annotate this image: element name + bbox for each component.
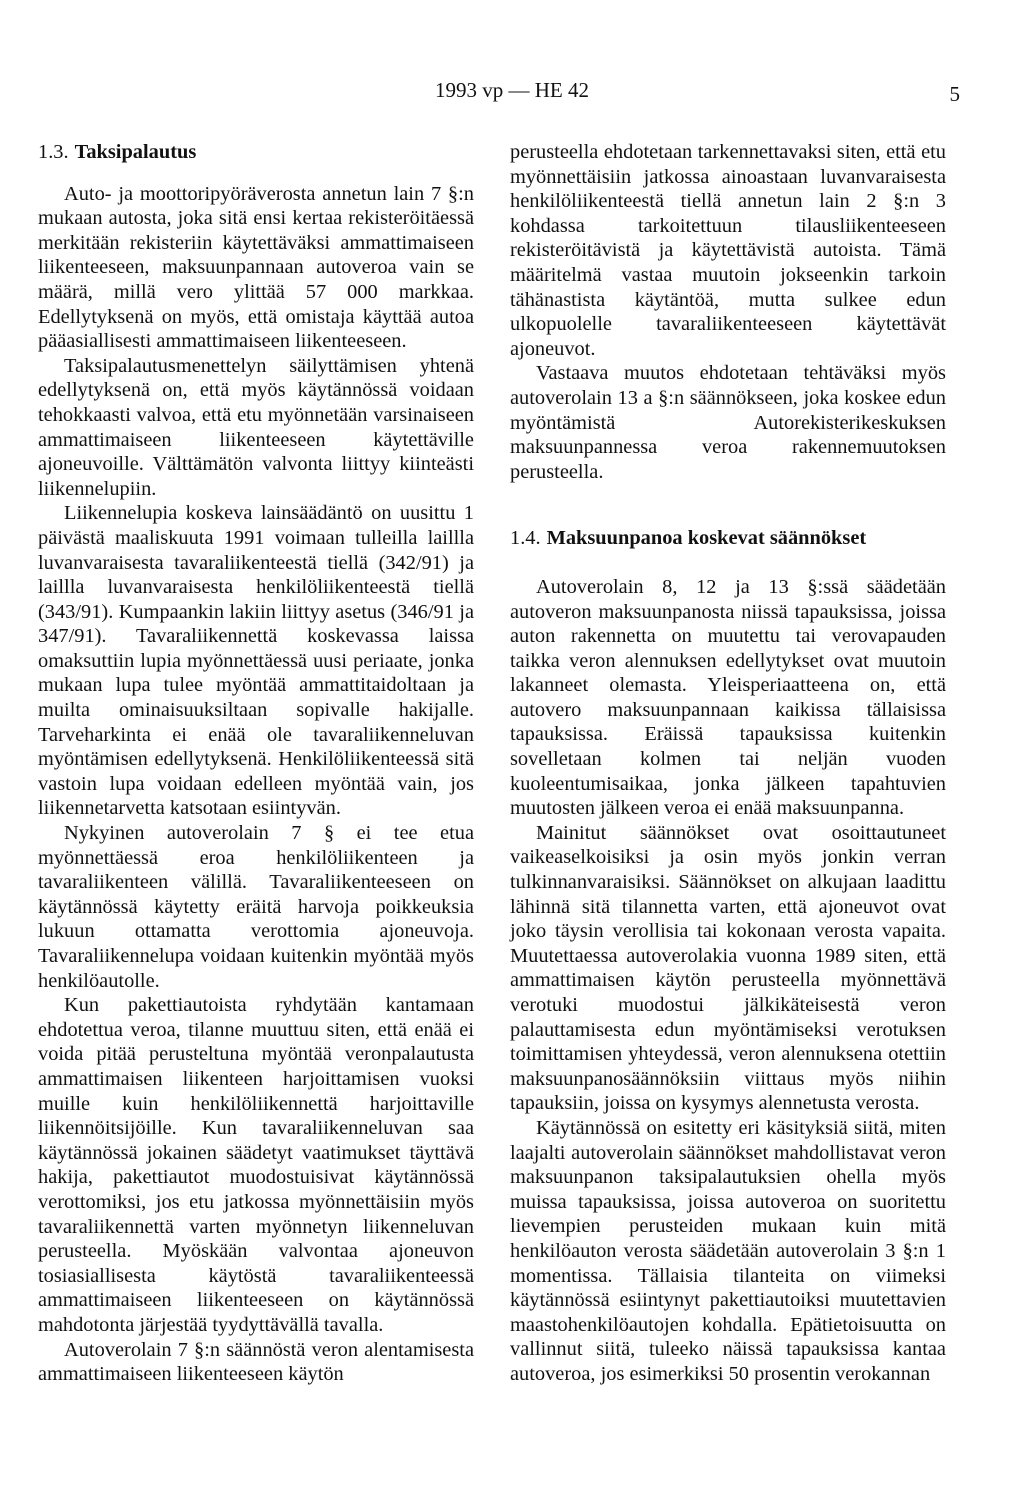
paragraph: Mainitut säännökset ovat osoittautuneet vaikeaselkoisiksi ja osin myös jonkin verran tulkinnanvaraisiksi. Säännökset on alkujaan laadittu lähinnä sitä tilannetta varten, että ajoneuvot ovat joko täysin verollisia tai kokonaan verosta vapaita. Muutettaessa autoverolakia vuonna 1989 siten, että ammattimaisen käytön perusteella myönnettävä verotuki muodostui jälkikäteisestä veron palauttamisesta edun myöntämiseksi verotuksen toimittamisen yhteydessä, veron alennuksena otettiin maksuunpanosäännöksiin viittaus myös niihin tapauksiin, joissa on kysymys alennetusta verosta. [510, 821, 946, 1115]
paragraph: perusteella ehdotetaan tarkennettavaksi siten, että etu myönnettäisiin jatkossa ainoastaan luvanvaraisesta henkilöliikenteestä tiellä annetun lain 2 §:n 3 kohdassa tarkoitettuun tilausliikenteeseen rekisteröitävistä ja käytettävistä autoista. Tämä määritelmä vastaa muutoin jokseenkin tarkoin tähänastista käytäntöä, mutta sulkee edun ulkopuolelle tavaraliikenteeseen käytettävät ajoneuvot. [510, 141, 946, 360]
paragraph: Käytännössä on esitetty eri käsityksiä siitä, miten laajalti autoverolain säännökset mahdollistavat veron maksuunpanon taksipalautuksien ohella myös muissa tapauksissa, joissa autoveroa on suoritettu lievempien perusteiden mukaan kuin mitä henkilöauton verosta säädetään autoverolain 3 §:n 1 momentissa. Tällaisia tilanteita on viimeksi käytännössä esiintynyt pakettiautoiksi muutettavien maastohenkilöautojen kohdalla. Epätietoisuutta on vallinnut siitä, tuleeko näissä tapauksissa kantaa autoveroa, jos esimerkiksi 50 prosentin verokannan [510, 1116, 946, 1385]
running-title: 1993 vp — HE 42 [435, 78, 589, 102]
right-column [510, 140, 946, 1387]
section-title: Taksipalautus [74, 141, 197, 163]
page-header [0, 78, 1024, 108]
paragraph: Taksipalautusmenettelyn säilyttämisen yhtenä edellytyksenä on, että myös käytännössä voidaan tehokkaasti valvoa, että etu myönnetään varsinaiseen ammattimaiseen liikenteeseen käytettäville ajoneuvoille. Välttämätön valvonta liittyy kiinteästi liikennelupiin. [38, 354, 474, 500]
paragraph: Kun pakettiautoista ryhdytään kantamaan ehdotettua veroa, tilanne muuttuu siten, että enää ei voida pitää perusteltuna myöntää veronpalautusta ammattimaisen liikenteen harjoittamisen vuoksi muille kuin henkilöliikennettä harjoittaville liikennöitsijöille. Kun tavaraliikenneluvan saa käytännössä jokainen säädetyt vaatimukset täyttävä hakija, pakettiautot muodostuisivat käytännössä verottomiksi, jos etu jatkossa myönnettäisiin myös tavaraliikennettä varten myönnetyn liikenneluvan perusteella. Myöskään valvontaa ajoneuvon tosiasiallisesta käytöstä tavaraliikenteessä ammattimaiseen liikenteeseen on käytännössä mahdotonta järjestää tyydyttävällä tavalla. [38, 994, 474, 1336]
section-title: Maksuunpanoa koskevat säännökset [546, 527, 867, 550]
paragraph: Autoverolain 7 §:n säännöstä veron alentamisesta ammattimaiseen liikenteeseen käytön [38, 1338, 474, 1386]
page-number: 5 [949, 82, 960, 106]
paragraph: Nykyinen autoverolain 7 § ei tee etua myönnettäessä eroa henkilöliikenteen ja tavaraliikenteen välillä. Tavaraliikenteeseen on käytännössä käytetty eräitä harvoja poikkeuksia lukuun ottamatta verottomia ajoneuvoja. Tavaraliikennelupa voidaan kuitenkin myöntää myös henkilöautolle. [38, 822, 474, 992]
section-number: 1.3. [38, 141, 69, 163]
paragraph: Vastaava muutos ehdotetaan tehtäväksi myös autoverolain 13 a §:n säännökseen, joka koskee edun myöntämistä Autorekisterikeskuksen maksuunpannessa veroa rakennemuutoksen perusteella. [510, 362, 946, 483]
left-column [38, 140, 474, 1387]
paragraph: Liikennelupia koskeva lainsäädäntö on uusittu 1 päivästä maaliskuuta 1991 voimaan tulleilla laillla luvanvaraisesta tavaraliikenteestä tiellä (342/91) ja laillla luvanvaraisesta henkilöliikenteestä tiellä (343/91). Kumpaankin lakiin liittyy asetus (346/91 ja 347/91). Tavaraliikennettä koskevassa laissa omaksuttiin lupia myönnettäessä uusi periaate, jonka mukaan lupa tulee myöntää ammattitaidoltaan ja muilta ominaisuuksiltaan sopivalle hakijalle. Tarveharkinta ei enää ole tavaraliikenneluvan myöntämisen edellytyksenä. Henkilöliikenteessä sitä vastoin lupa voidaan edelleen myöntää vain, jos liikennetarvetta katsotaan esiintyvän. [38, 502, 474, 820]
section-heading-1-3 [38, 140, 474, 165]
section-number: 1.4. [510, 527, 541, 550]
paragraph: Autoverolain 8, 12 ja 13 §:ssä säädetään autoveron maksuunpanosta niissä tapauksissa, joissa auton rakennetta on muutettu tai verovapauden taikka veron alennuksen edellytykset ovat muutoin lakanneet olemasta. Yleisperiaatteena on, että autovero maksuunpannaan kaikissa tällaisissa tapauksissa. Eräissä tapauksissa kuitenkin sovelletaan kolmen tai neljän vuoden kuoleentumisaikaa, jonka jälkeen tapahtuvien muutosten jälkeen veroa ei enää maksuunpanna. [510, 575, 946, 820]
section-heading-1-4 [510, 526, 946, 551]
paragraph: Auto- ja moottoripyöräverosta annetun lain 7 §:n mukaan autosta, joka sitä ensi kertaa rekisteröitäessä merkitään rekisteriin käytettäväksi ammattimaiseen liikenteeseen, maksuunpannaan autoveroa vain se määrä, millä vero ylittää 57 000 markkaa. Edellytyksenä on myös, että omistaja käyttää autoa pääasiallisesti ammattimaiseen liikenteeseen. [38, 182, 474, 353]
